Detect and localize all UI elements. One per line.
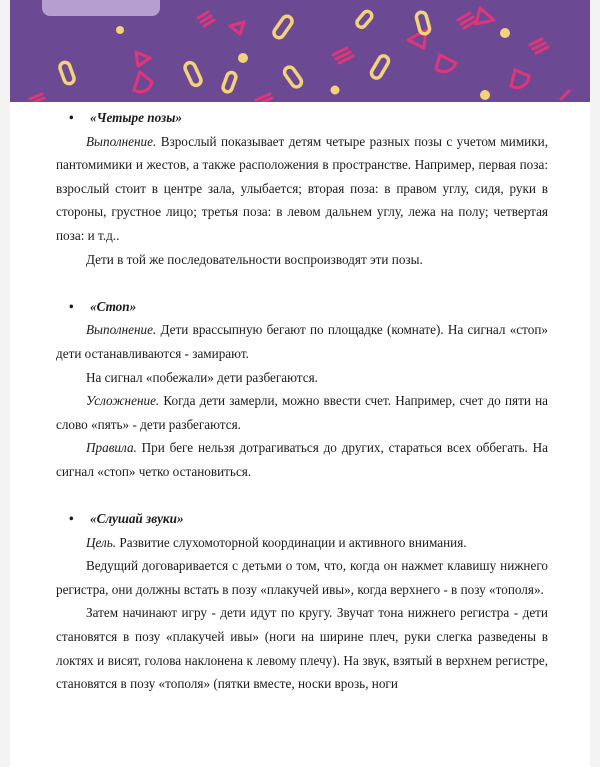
document-body <box>56 106 548 696</box>
paragraph-label: Выполнение. <box>86 322 157 338</box>
paragraph <box>56 366 548 390</box>
yellow-dot-group <box>116 26 510 100</box>
paragraph <box>56 389 548 436</box>
bullet-icon: • <box>69 511 74 527</box>
paragraph-text: Ведущий договаривается с детьми о том, что, когда он нажмет клавишу нижнего регистра, они должны встать в позу «плакучей ивы», когда верхнего - в позу «тополя». <box>56 558 548 597</box>
paragraph <box>56 436 548 483</box>
paragraph <box>56 130 548 248</box>
paragraph-text: Взрослый показывает детям четыре разных позы с учетом мимики, пантомимики и жестов, а также расположения в пространстве. Например, первая поза: взрослый стоит в центре зала, улыбается; вторая поза: в правом углу, сидя, руки в стороны, грустное лицо; третья поза: в левом дальнем углу, лежа на полу; четвертая поза: и т.д.. <box>56 133 548 243</box>
paragraph <box>56 531 548 555</box>
section-title-text: «Стоп» <box>90 298 137 314</box>
paragraph-text: На сигнал «побежали» дети разбегаются. <box>86 369 318 385</box>
paragraph <box>56 248 548 272</box>
paragraph-text: Когда дети замерли, можно ввести счет. Например, счет до пяти на слово «пять» - дети разбегаются. <box>56 393 548 432</box>
paragraph-text: Затем начинают игру - дети идут по кругу. Звучат тона нижнего регистра - дети становятся в позу «плакучей ивы» (ноги на ширине плеч, руки слегка разведены в локтях и висят, голова наклонена к левому плечу). На звук, взятый в верхнем регистре, становятся в позу «тополя» (пятки вместе, носки врозь, ноги <box>56 605 548 692</box>
paragraph-label: Цель. <box>86 534 117 550</box>
section-title-listen-sounds <box>56 507 548 531</box>
paragraph-label: Правила. <box>86 440 137 456</box>
paragraph-text: Развитие слухомоторной координации и активного внимания. <box>116 534 467 550</box>
paragraph <box>56 318 548 365</box>
section-title-four-poses <box>56 106 548 130</box>
bullet-icon: • <box>69 110 74 125</box>
paragraph <box>56 554 548 601</box>
section-title-text: «Слушай звуки» <box>90 511 184 527</box>
page-margin-right <box>590 0 600 767</box>
paragraph-label: Выполнение. <box>86 133 157 149</box>
paragraph <box>56 601 548 695</box>
header-tab <box>42 0 160 16</box>
bullet-icon: • <box>69 298 74 314</box>
paragraph-text: Дети в той же последовательности воспроизводят эти позы. <box>86 251 423 267</box>
decorative-header-banner <box>10 0 590 102</box>
paragraph-text: При беге нельзя дотрагиваться до других, стараться всех оббегать. На сигнал «стоп» четко остановиться. <box>56 440 548 479</box>
section-title-stop <box>56 295 548 319</box>
paragraph-text: Дети врассыпную бегают по площадке (комнате). На сигнал «стоп» дети останавливаются - замирают. <box>56 322 548 361</box>
paragraph-label: Усложнение. <box>86 393 160 409</box>
page-margin-left <box>0 0 10 767</box>
section-title-text: «Четыре позы» <box>90 110 182 125</box>
